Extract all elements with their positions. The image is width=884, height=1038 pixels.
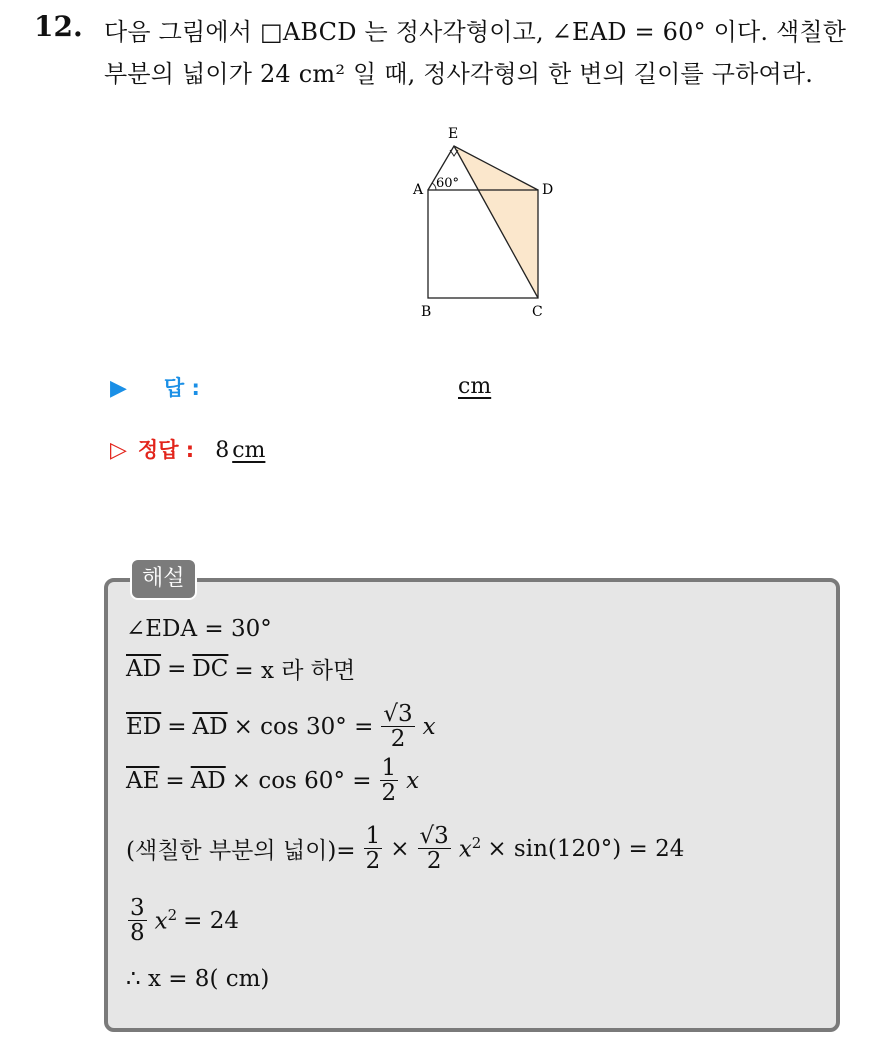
- label-d: D: [542, 182, 554, 198]
- fraction-1-over-2: $\frac{1}{2}$: [381, 755, 397, 807]
- solution-line-1: [126, 616, 272, 642]
- solution-l3-mid: × cos 30° =: [233, 713, 374, 740]
- segment-ad-2: $\overline{AD}$: [192, 713, 228, 740]
- correct-value: 8: [215, 438, 230, 463]
- segment-ad: $\overline{AD}$: [126, 655, 162, 682]
- fraction-half: $\frac{1}{2}$: [365, 823, 381, 875]
- fraction-sqrt3-half: $\frac{√3}{2}$: [419, 823, 449, 875]
- solution-l1-text: ∠EDA = 30°: [126, 616, 272, 642]
- question-text-line1: 다음 그림에서 □ABCD 는 정사각형이고, ∠EAD = 60° 이다. 색칠한: [104, 18, 847, 46]
- solution-line-4: $\overline{AE}$ = $\overline{AD}$ × cos 60° = $\frac{1}{2}$ x: [126, 755, 420, 807]
- label-a: A: [413, 182, 424, 198]
- play-arrow-icon: ▶: [110, 376, 127, 401]
- right-angle-mark: [450, 150, 458, 156]
- segment-ae: $\overline{AE}$: [126, 767, 160, 794]
- solution-line-3: $\overline{ED}$ = $\overline{AD}$ × cos 30° = $\frac{√3}{2}$ x: [126, 701, 436, 753]
- solution-line-7: [126, 966, 269, 992]
- question-text-line2: 부분의 넓이가 24 cm² 일 때, 정사각형의 한 변의 길이를 구하여라.: [104, 60, 814, 88]
- correct-unit: cm: [232, 438, 266, 463]
- segment-ad-3: $\overline{AD}$: [190, 767, 226, 794]
- correct-answer-row: [110, 434, 265, 464]
- label-c: C: [532, 304, 543, 320]
- solution-line-2: $\overline{AD}$ = $\overline{DC}$ = x 라 하면: [126, 652, 355, 685]
- solution-l5-post: × sin(120°) = 24: [487, 835, 685, 862]
- solution-l2-rest: = x 라 하면: [234, 658, 356, 684]
- answer-unit: cm: [458, 374, 492, 399]
- label-b: B: [421, 304, 432, 320]
- fraction-3-over-8: $\frac{3}{8}$: [130, 895, 145, 947]
- solution-line-5: (색칠한 부분의 넓이)= $\frac{1}{2}$ × $\frac{√3}{2}$ $x^2$ × sin(120°) = 24: [126, 823, 685, 875]
- solution-l6-post: = 24: [183, 907, 240, 934]
- fraction-sqrt3-over-2: $\frac{√3}{2}$: [383, 701, 413, 753]
- geometry-figure: [400, 120, 560, 324]
- correct-label: 정답 :: [137, 438, 195, 462]
- label-angle: 60°: [436, 176, 460, 191]
- solution-l7-text: ∴ x = 8( cm): [126, 966, 270, 992]
- solution-line-6: $\frac{3}{8}$ $x^2$ = 24: [130, 895, 240, 947]
- solution-l5-pre: (색칠한 부분의 넓이)=: [126, 838, 356, 865]
- solution-l4-mid: × cos 60° =: [231, 767, 372, 794]
- label-e: E: [448, 126, 459, 142]
- outline-arrow-icon: ▷: [110, 438, 127, 463]
- solution-tab: 해설: [130, 558, 197, 600]
- answer-label: 답 :: [163, 376, 200, 400]
- answer-row: [110, 372, 200, 402]
- square-triangle-diagram: [400, 120, 560, 320]
- segment-dc: $\overline{DC}$: [192, 655, 229, 682]
- question-number: 12.: [34, 10, 83, 43]
- segment-ed: $\overline{ED}$: [126, 713, 162, 740]
